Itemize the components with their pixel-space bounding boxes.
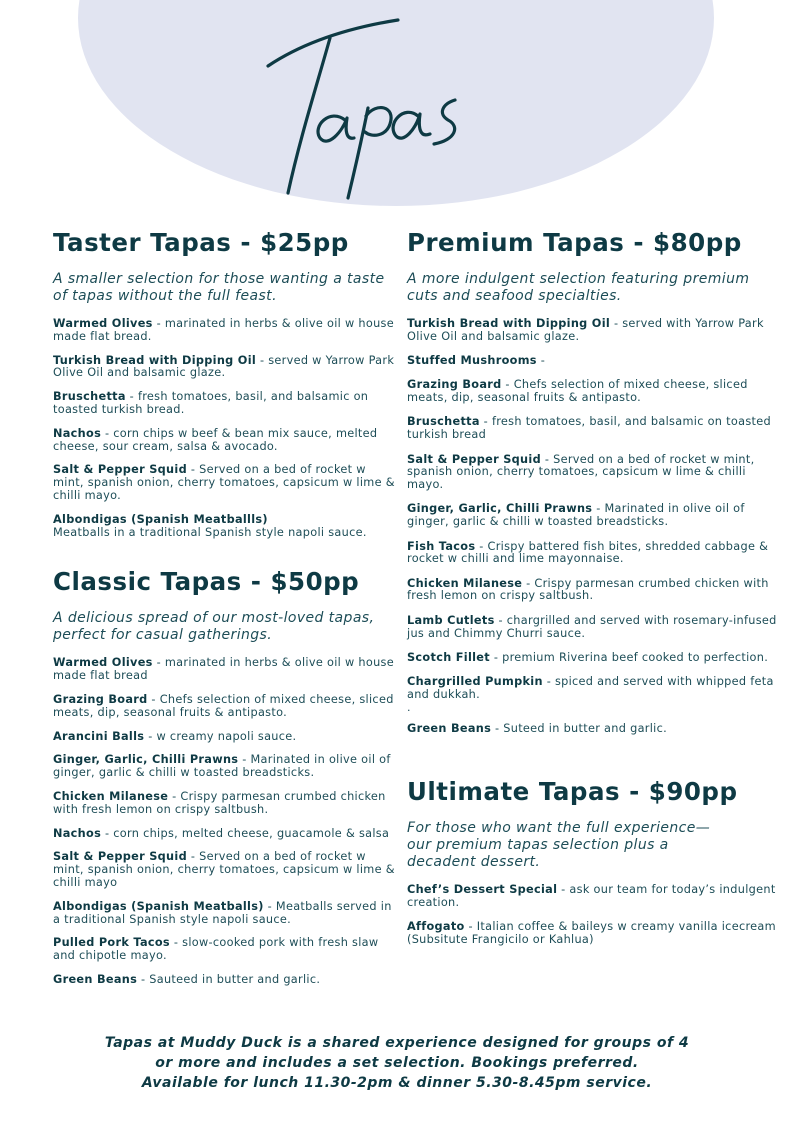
menu-item: Chicken Milanese - Crispy parmesan crumbed chicken with fresh lemon on crispy saltbush. <box>53 789 386 816</box>
menu-item: Turkish Bread with Dipping Oil - served with Yarrow Park Olive Oil and balsamic glaze. <box>407 317 764 343</box>
menu-item: Salt & Pepper Squid - Served on a bed of rocket w mint, spanish onion, cherry tomatoes, capsicum w lime & chilli mayo. <box>53 463 395 502</box>
menu-item: Albondigas (Spanish Meatballs) - Meatballs served in a traditional Spanish style napoli sauce. <box>53 899 392 926</box>
menu-item: Ginger, Garlic, Chilli Prawns - Marinated in olive oil of ginger, garlic & chilli w toasted breadsticks. <box>407 502 745 529</box>
menu-item: Green Beans - Suteed in butter and garlic. <box>407 721 668 735</box>
menu-item: Nachos - corn chips w beef & bean mix sauce, melted cheese, sour cream, salsa & avocado. <box>53 426 378 453</box>
taster-title: Taster Tapas - $25pp <box>53 228 349 257</box>
ultimate-title: Ultimate Tapas - $90pp <box>407 777 738 807</box>
footer-line: Tapas at Muddy Duck is a shared experience designed for groups of 4 <box>104 1035 690 1051</box>
footer-line: Available for lunch 11.30-2pm & dinner 5.30-8.45pm service. <box>141 1075 653 1091</box>
menu-item: Salt & Pepper Squid - Served on a bed of rocket w mint, spanish onion, cherry tomatoes, capsicum w lime & chilli mayo <box>53 850 395 889</box>
menu-item: Grazing Board - Chefs selection of mixed cheese, sliced meats, dip, seasonal fruits & antipasto. <box>53 692 394 719</box>
premium-items <box>407 318 777 736</box>
menu-item: Salt & Pepper Squid - Served on a bed of rocket w mint, spanish onion, cherry tomatoes, capsicum w lime & chilli mayo. <box>407 452 755 492</box>
classic-items <box>53 657 398 986</box>
menu-item: Chef’s Dessert Special - ask our team for today’s indulgent creation. <box>407 883 776 909</box>
taster-section <box>53 228 398 539</box>
classic-section <box>53 567 398 986</box>
tapas-script-title <box>250 8 490 203</box>
menu-item: Fish Tacos - Crispy battered fish bites, shredded cabbage & rocket w chilli and lime mayonnaise. <box>407 539 769 566</box>
menu-item: Stuffed Mushrooms - <box>407 354 546 368</box>
menu-item: Affogato - Italian coffee & baileys w creamy vanilla icecream (Subsitute Frangicilo or Kahlua) <box>407 920 776 946</box>
footer-note <box>0 1033 794 1093</box>
menu-item: Pulled Pork Tacos - slow-cooked pork with fresh slaw and chipotle mayo. <box>53 936 379 963</box>
menu-item: Bruschetta - fresh tomatoes, basil, and balsamic on toasted turkish bread <box>407 415 771 442</box>
taster-description: A smaller selection for those wanting a taste of tapas without the full feast. <box>53 271 385 304</box>
premium-title: Premium Tapas - $80pp <box>407 228 742 257</box>
menu-item: Warmed Olives - marinated in herbs & olive oil w house made flat bread <box>53 656 394 683</box>
menu-item: Turkish Bread with Dipping Oil - served w Yarrow Park Olive Oil and balsamic glaze. <box>53 353 395 380</box>
menu-item: Nachos - corn chips, melted cheese, guacamole & salsa <box>53 826 390 840</box>
menu-item: Green Beans - Sauteed in butter and garlic. <box>53 972 321 986</box>
menu-item: Chargrilled Pumpkin - spiced and served with whipped feta and dukkah. <box>407 675 774 701</box>
premium-description: A more indulgent selection featuring premium cuts and seafood specialties. <box>407 271 750 304</box>
classic-description: A delicious spread of our most-loved tapas, perfect for casual gatherings. <box>53 610 375 644</box>
left-column <box>53 228 398 998</box>
menu-item: Bruschetta - fresh tomatoes, basil, and balsamic on toasted turkish bread. <box>53 390 369 416</box>
right-column <box>407 228 777 958</box>
menu-item: Grazing Board - Chefs selection of mixed cheese, sliced meats, dip, seasonal fruits & antipasto. <box>407 378 748 405</box>
footer-line: or more and includes a set selection. Bookings preferred. <box>155 1055 639 1071</box>
menu-item: Chicken Milanese - Crispy parmesan crumbed chicken with fresh lemon on crispy saltbush. <box>407 576 769 603</box>
ultimate-description: For those who want the full experience— our premium tapas selection plus a decadent dessert. <box>407 820 711 871</box>
menu-item: Ginger, Garlic, Chilli Prawns - Marinated in olive oil of ginger, garlic & chilli w toasted breadsticks. <box>53 753 391 780</box>
taster-items <box>53 318 398 539</box>
stray-dot: . <box>407 700 411 714</box>
menu-item: Arancini Balls - w creamy napoli sauce. <box>53 729 297 743</box>
ultimate-section <box>407 777 777 947</box>
menu-item: Scotch Fillet - premium Riverina beef cooked to perfection. <box>407 650 769 664</box>
classic-title: Classic Tapas - $50pp <box>53 567 360 597</box>
menu-item: Albondigas (Spanish Meatballls) Meatballs in a traditional Spanish style napoli sauce. <box>53 512 367 539</box>
menu-item: Warmed Olives - marinated in herbs & olive oil w house made flat bread. <box>53 317 394 343</box>
ultimate-items <box>407 884 777 947</box>
menu-item: Lamb Cutlets - chargrilled and served with rosemary-infused jus and Chimmy Churri sauce. <box>407 613 777 640</box>
premium-section <box>407 228 777 736</box>
